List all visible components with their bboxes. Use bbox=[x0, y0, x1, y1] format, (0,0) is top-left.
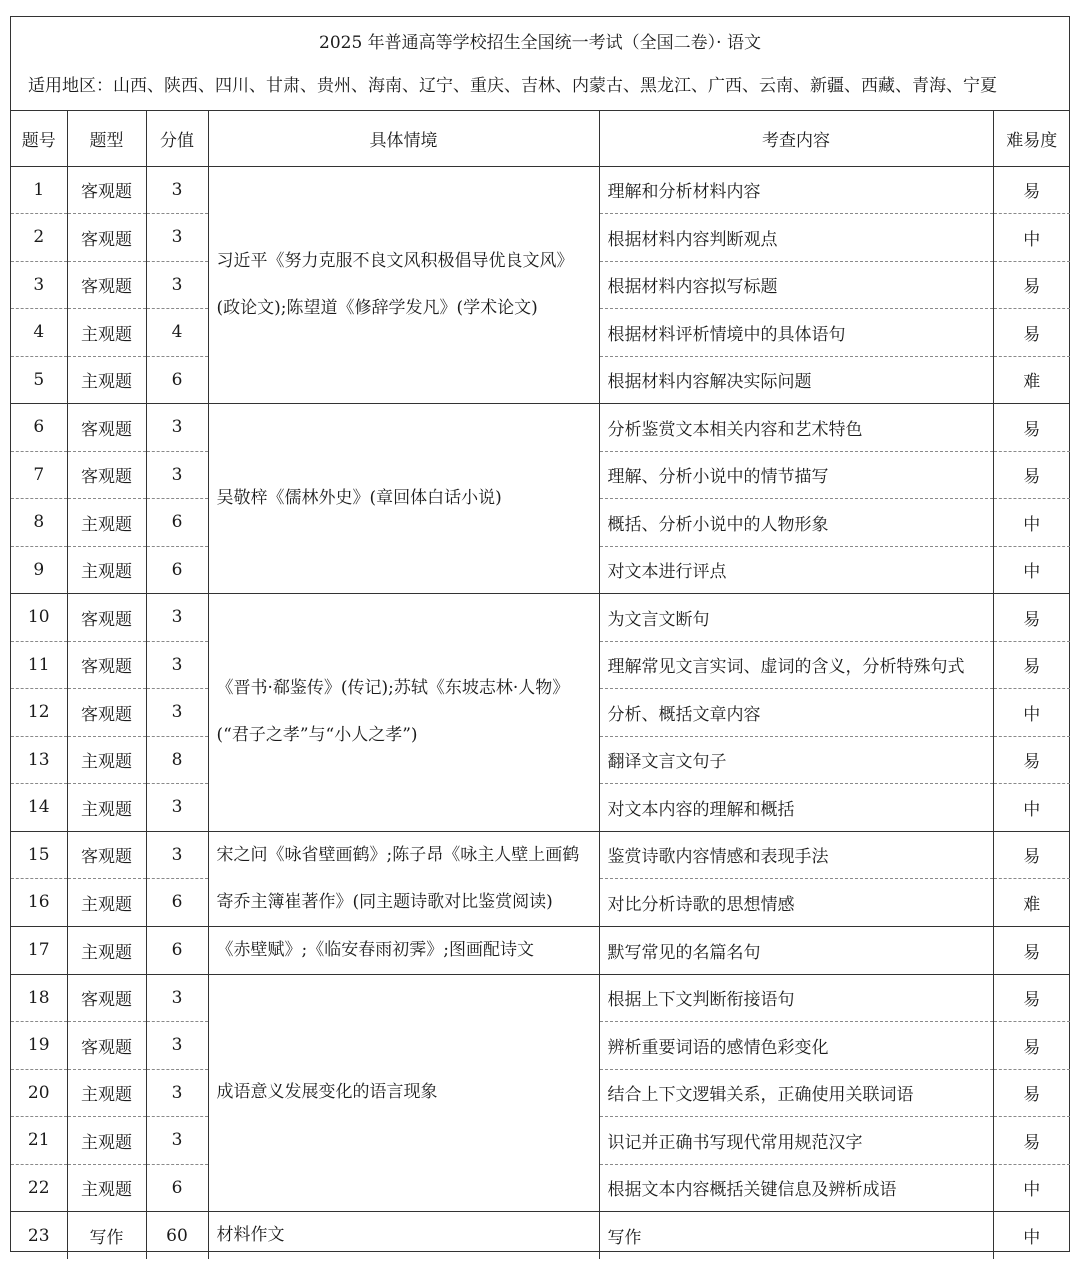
question-number-cell: 12 bbox=[11, 689, 67, 737]
score-cell: 6 bbox=[146, 546, 208, 594]
score-cell: 3 bbox=[146, 1069, 208, 1117]
question-type-cell: 客观题 bbox=[67, 261, 146, 309]
score-cell: 3 bbox=[146, 641, 208, 689]
table-body bbox=[11, 166, 1070, 1259]
question-type-cell: 客观题 bbox=[67, 166, 146, 214]
content-cell: 为文言文断句 bbox=[599, 594, 993, 642]
difficulty-cell: 易 bbox=[993, 736, 1070, 784]
score-cell: 3 bbox=[146, 594, 208, 642]
difficulty-cell: 中 bbox=[993, 499, 1070, 547]
question-number-cell: 2 bbox=[11, 214, 67, 262]
content-cell: 根据材料内容解决实际问题 bbox=[599, 356, 993, 404]
difficulty-cell: 易 bbox=[993, 1117, 1070, 1165]
context-cell: 成语意义发展变化的语言现象 bbox=[208, 974, 599, 1212]
question-number-cell: 20 bbox=[11, 1069, 67, 1117]
header-content: 考查内容 bbox=[599, 111, 993, 166]
question-number-cell: 17 bbox=[11, 926, 67, 974]
content-cell: 根据文本内容概括关键信息及辨析成语 bbox=[599, 1164, 993, 1212]
score-cell: 3 bbox=[146, 404, 208, 452]
question-type-cell: 客观题 bbox=[67, 974, 146, 1022]
difficulty-cell: 易 bbox=[993, 309, 1070, 357]
table-header-row bbox=[11, 111, 1070, 166]
question-number-cell: 16 bbox=[11, 879, 67, 927]
score-cell: 6 bbox=[146, 879, 208, 927]
difficulty-cell: 中 bbox=[993, 546, 1070, 594]
question-type-cell: 主观题 bbox=[67, 1164, 146, 1212]
score-cell: 6 bbox=[146, 1164, 208, 1212]
score-cell: 3 bbox=[146, 1022, 208, 1070]
score-cell: 3 bbox=[146, 974, 208, 1022]
table-row bbox=[11, 166, 1070, 214]
question-type-cell: 客观题 bbox=[67, 641, 146, 689]
content-cell: 翻译文言文句子 bbox=[599, 736, 993, 784]
question-type-cell: 客观题 bbox=[67, 689, 146, 737]
content-cell: 对文本内容的理解和概括 bbox=[599, 784, 993, 832]
question-type-cell: 写作 bbox=[67, 1212, 146, 1260]
question-type-cell: 客观题 bbox=[67, 451, 146, 499]
difficulty-cell: 中 bbox=[993, 689, 1070, 737]
question-type-cell: 主观题 bbox=[67, 309, 146, 357]
question-number-cell: 15 bbox=[11, 831, 67, 879]
content-cell: 对文本进行评点 bbox=[599, 546, 993, 594]
question-type-cell: 客观题 bbox=[67, 831, 146, 879]
context-cell: 《晋书·郗鉴传》(传记);苏轼《东坡志林·人物》(“君子之孝”与“小人之孝”) bbox=[208, 594, 599, 832]
question-type-cell: 主观题 bbox=[67, 736, 146, 784]
header-question-type: 题型 bbox=[67, 111, 146, 166]
table-row bbox=[11, 594, 1070, 642]
difficulty-cell: 易 bbox=[993, 166, 1070, 214]
applicable-regions: 适用地区：山西、陕西、四川、甘肃、贵州、海南、辽宁、重庆、吉林、内蒙古、黑龙江、广西、云南、新疆、西藏、青海、宁夏 bbox=[28, 76, 997, 96]
header-question-number: 题号 bbox=[11, 111, 67, 166]
header-context: 具体情境 bbox=[208, 111, 599, 166]
question-type-cell: 主观题 bbox=[67, 879, 146, 927]
content-cell: 概括、分析小说中的人物形象 bbox=[599, 499, 993, 547]
score-cell: 6 bbox=[146, 356, 208, 404]
difficulty-cell: 中 bbox=[993, 214, 1070, 262]
question-type-cell: 主观题 bbox=[67, 1117, 146, 1165]
question-type-cell: 客观题 bbox=[67, 214, 146, 262]
question-number-cell: 7 bbox=[11, 451, 67, 499]
difficulty-cell: 易 bbox=[993, 261, 1070, 309]
score-cell: 6 bbox=[146, 499, 208, 547]
sheet-header bbox=[11, 17, 1069, 111]
context-cell: 《赤壁赋》;《临安春雨初霁》;图画配诗文 bbox=[208, 926, 599, 974]
score-cell: 3 bbox=[146, 166, 208, 214]
question-type-cell: 客观题 bbox=[67, 1022, 146, 1070]
table-row bbox=[11, 831, 1070, 879]
question-type-cell: 主观题 bbox=[67, 1069, 146, 1117]
question-table bbox=[11, 111, 1070, 1259]
content-cell: 分析、概括文章内容 bbox=[599, 689, 993, 737]
question-number-cell: 14 bbox=[11, 784, 67, 832]
content-cell: 分析鉴赏文本相关内容和艺术特色 bbox=[599, 404, 993, 452]
score-cell: 60 bbox=[146, 1212, 208, 1260]
score-cell: 3 bbox=[146, 214, 208, 262]
context-cell: 宋之问《咏省壁画鹤》;陈子昂《咏主人壁上画鹤寄乔主簿崔著作》(同主题诗歌对比鉴赏阅读) bbox=[208, 831, 599, 926]
content-cell: 辨析重要词语的感情色彩变化 bbox=[599, 1022, 993, 1070]
score-cell: 3 bbox=[146, 261, 208, 309]
content-cell: 识记并正确书写现代常用规范汉字 bbox=[599, 1117, 993, 1165]
question-type-cell: 主观题 bbox=[67, 499, 146, 547]
difficulty-cell: 易 bbox=[993, 451, 1070, 499]
content-cell: 鉴赏诗歌内容情感和表现手法 bbox=[599, 831, 993, 879]
table-row bbox=[11, 404, 1070, 452]
table-row bbox=[11, 1212, 1070, 1260]
difficulty-cell: 易 bbox=[993, 404, 1070, 452]
content-cell: 对比分析诗歌的思想情感 bbox=[599, 879, 993, 927]
question-number-cell: 18 bbox=[11, 974, 67, 1022]
question-type-cell: 主观题 bbox=[67, 784, 146, 832]
question-number-cell: 4 bbox=[11, 309, 67, 357]
difficulty-cell: 中 bbox=[993, 1164, 1070, 1212]
question-type-cell: 主观题 bbox=[67, 546, 146, 594]
header-difficulty: 难易度 bbox=[993, 111, 1070, 166]
question-number-cell: 19 bbox=[11, 1022, 67, 1070]
question-type-cell: 客观题 bbox=[67, 404, 146, 452]
score-cell: 3 bbox=[146, 451, 208, 499]
content-cell: 根据材料内容判断观点 bbox=[599, 214, 993, 262]
question-number-cell: 8 bbox=[11, 499, 67, 547]
difficulty-cell: 易 bbox=[993, 1022, 1070, 1070]
question-number-cell: 6 bbox=[11, 404, 67, 452]
question-type-cell: 主观题 bbox=[67, 356, 146, 404]
content-cell: 根据材料内容拟写标题 bbox=[599, 261, 993, 309]
question-number-cell: 23 bbox=[11, 1212, 67, 1260]
question-type-cell: 客观题 bbox=[67, 594, 146, 642]
content-cell: 根据上下文判断衔接语句 bbox=[599, 974, 993, 1022]
content-cell: 写作 bbox=[599, 1212, 993, 1260]
question-number-cell: 10 bbox=[11, 594, 67, 642]
score-cell: 6 bbox=[146, 926, 208, 974]
difficulty-cell: 易 bbox=[993, 974, 1070, 1022]
content-cell: 结合上下文逻辑关系，正确使用关联词语 bbox=[599, 1069, 993, 1117]
content-cell: 理解和分析材料内容 bbox=[599, 166, 993, 214]
question-number-cell: 3 bbox=[11, 261, 67, 309]
content-cell: 根据材料评析情境中的具体语句 bbox=[599, 309, 993, 357]
question-number-cell: 22 bbox=[11, 1164, 67, 1212]
score-cell: 3 bbox=[146, 689, 208, 737]
difficulty-cell: 易 bbox=[993, 1069, 1070, 1117]
content-cell: 理解、分析小说中的情节描写 bbox=[599, 451, 993, 499]
score-cell: 3 bbox=[146, 784, 208, 832]
context-cell: 材料作文 bbox=[208, 1212, 599, 1260]
context-cell: 习近平《努力克服不良文风积极倡导优良文风》(政论文);陈望道《修辞学发凡》(学术论文) bbox=[208, 166, 599, 404]
score-cell: 4 bbox=[146, 309, 208, 357]
difficulty-cell: 中 bbox=[993, 1212, 1070, 1260]
difficulty-cell: 易 bbox=[993, 594, 1070, 642]
difficulty-cell: 中 bbox=[993, 784, 1070, 832]
table-row bbox=[11, 926, 1070, 974]
question-number-cell: 9 bbox=[11, 546, 67, 594]
difficulty-cell: 易 bbox=[993, 926, 1070, 974]
document-title: 2025 年普通高等学校招生全国统一考试（全国二卷）· 语文 bbox=[319, 33, 761, 53]
difficulty-cell: 易 bbox=[993, 831, 1070, 879]
content-cell: 默写常见的名篇名句 bbox=[599, 926, 993, 974]
context-cell: 吴敬梓《儒林外史》(章回体白话小说) bbox=[208, 404, 599, 594]
table-row bbox=[11, 974, 1070, 1022]
score-cell: 3 bbox=[146, 1117, 208, 1165]
score-cell: 8 bbox=[146, 736, 208, 784]
difficulty-cell: 难 bbox=[993, 356, 1070, 404]
question-number-cell: 13 bbox=[11, 736, 67, 784]
header-score: 分值 bbox=[146, 111, 208, 166]
score-cell: 3 bbox=[146, 831, 208, 879]
question-number-cell: 5 bbox=[11, 356, 67, 404]
difficulty-cell: 难 bbox=[993, 879, 1070, 927]
content-cell: 理解常见文言实词、虚词的含义，分析特殊句式 bbox=[599, 641, 993, 689]
difficulty-cell: 易 bbox=[993, 641, 1070, 689]
question-number-cell: 1 bbox=[33, 179, 45, 200]
question-type-cell: 主观题 bbox=[67, 926, 146, 974]
exam-analysis-sheet bbox=[10, 16, 1070, 1252]
question-number-cell: 11 bbox=[11, 641, 67, 689]
question-number-cell: 21 bbox=[11, 1117, 67, 1165]
